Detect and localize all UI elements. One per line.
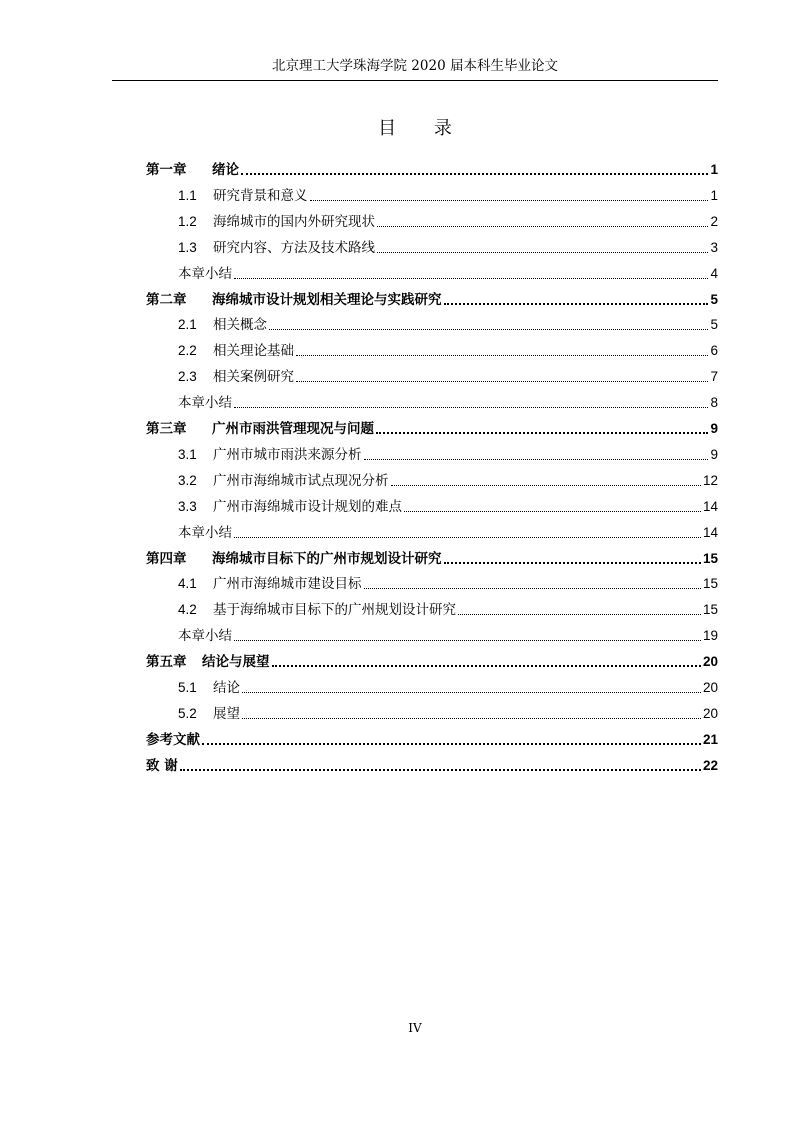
toc-dot-leader (241, 173, 708, 175)
toc-entry-text: 相关案例研究 (213, 369, 294, 386)
toc-entry-label (146, 678, 240, 698)
toc-entry-label (146, 600, 456, 620)
toc-entry-number: 第一章 (146, 162, 187, 177)
toc-entry-text: 相关概念 (213, 317, 267, 334)
toc-entry-page: 22 (702, 757, 718, 773)
toc-entry-page: 9 (710, 446, 718, 462)
toc-entry-page: 5 (710, 291, 718, 307)
toc-entry-text: 广州市海绵城市建设目标 (213, 576, 362, 593)
toc-entry-number: 第五章 (146, 654, 187, 670)
toc-entry-label (146, 445, 362, 465)
toc-entry-number: 2.1 (178, 317, 197, 333)
toc-entry-text: 结论 (213, 680, 240, 696)
toc-entry-number: 1.2 (178, 213, 197, 229)
toc-title: 目 录 (378, 118, 468, 139)
toc-entry-11[interactable] (146, 413, 718, 439)
toc-entry-label (146, 186, 308, 206)
toc-entry-number: 3.2 (178, 472, 197, 488)
toc-entry-number: 4.1 (178, 576, 197, 592)
toc-entry-text: 研究背景和意义 (213, 187, 308, 204)
toc-entry-2[interactable] (146, 180, 718, 206)
toc-entry-label (146, 393, 232, 413)
toc-entry-text: 本章小结 (178, 628, 232, 645)
toc-entry-number: 1.1 (178, 187, 197, 203)
toc-entry-page: 20 (702, 654, 718, 670)
toc-entry-page: 2 (710, 213, 718, 229)
toc-entry-label (146, 238, 375, 258)
toc-dot-leader (364, 588, 701, 589)
toc-entry-text: 参考文献 (146, 731, 200, 748)
toc-entry-4[interactable] (146, 232, 718, 258)
toc-dot-leader (272, 665, 701, 667)
toc-entry-number: 2.3 (178, 369, 197, 385)
toc-entry-number: 5.2 (178, 705, 197, 721)
toc-entry-label (146, 290, 442, 310)
toc-entry-label (146, 523, 232, 543)
toc-entry-20[interactable] (146, 646, 718, 672)
toc-dot-leader (404, 511, 701, 512)
toc-entry-text: 展望 (213, 705, 240, 722)
toc-entry-page: 15 (702, 602, 718, 618)
toc-entry-page: 5 (710, 317, 718, 333)
toc-entry-label (146, 730, 200, 750)
toc-entry-label (146, 471, 389, 491)
toc-entry-number: 2.2 (178, 343, 197, 359)
toc-dot-leader (444, 303, 709, 305)
toc-dot-leader (296, 355, 708, 356)
toc-entry-text: 广州市海绵城市设计规划的难点 (213, 498, 402, 515)
toc-entry-label (146, 264, 232, 284)
toc-entry-text: 绪论 (212, 162, 239, 178)
toc-entry-page: 6 (710, 343, 718, 359)
toc-entry-14[interactable] (146, 491, 718, 517)
toc-entry-text: 研究内容、方法及技术路线 (213, 239, 375, 256)
toc-entry-23[interactable] (146, 724, 718, 750)
toc-entry-label (146, 652, 270, 672)
toc-entry-19[interactable] (146, 620, 718, 646)
toc-entry-16[interactable] (146, 543, 718, 569)
toc-entry-text: 致 谢 (146, 757, 178, 774)
toc-entry-13[interactable] (146, 465, 718, 491)
toc-entry-9[interactable] (146, 361, 718, 387)
toc-dot-leader (458, 614, 701, 615)
toc-dot-leader (234, 640, 701, 641)
toc-entry-text: 海绵城市的国内外研究现状 (213, 213, 375, 230)
toc-entry-number: 第四章 (146, 550, 187, 566)
toc-entry-text: 本章小结 (178, 265, 232, 282)
toc-entry-label (146, 574, 362, 594)
toc-entry-label (146, 626, 232, 646)
toc-dot-leader (242, 718, 701, 719)
toc-entry-text: 基于海绵城市目标下的广州规划设计研究 (213, 602, 456, 619)
toc-entry-page: 3 (710, 239, 718, 255)
header-rule (112, 80, 718, 81)
toc-entry-text: 结论与展望 (202, 654, 270, 671)
toc-entry-page: 12 (702, 472, 718, 488)
toc-entry-page: 14 (702, 524, 718, 540)
toc-entry-18[interactable] (146, 594, 718, 620)
toc-entry-number: 4.2 (178, 602, 197, 618)
toc-entry-label (146, 704, 240, 724)
toc-entry-label (146, 160, 239, 180)
toc-entry-label (146, 549, 442, 569)
toc-entry-page: 7 (710, 369, 718, 385)
toc-entry-page: 14 (702, 498, 718, 514)
toc-dot-leader (234, 278, 708, 279)
toc-entry-label (146, 756, 178, 776)
toc-entry-text: 海绵城市目标下的广州市规划设计研究 (212, 550, 442, 567)
toc-entry-17[interactable] (146, 568, 718, 594)
toc-entry-text: 广州市雨洪管理现况与问题 (212, 421, 374, 437)
toc-dot-leader (234, 537, 701, 538)
toc-entry-number: 1.3 (178, 239, 197, 255)
toc-entry-number: 3.1 (178, 446, 197, 462)
toc-entry-label (146, 367, 294, 387)
toc-entry-number: 5.1 (178, 680, 197, 695)
toc-entry-label (146, 212, 375, 232)
toc-dot-leader (202, 743, 701, 745)
toc-entry-24[interactable] (146, 750, 718, 776)
toc-entry-page: 21 (702, 731, 718, 747)
toc-entry-page: 1 (710, 187, 718, 203)
toc-entry-3[interactable] (146, 206, 718, 232)
toc-dot-leader (391, 485, 701, 486)
toc-entry-number: 第二章 (146, 291, 187, 307)
toc-entry-1[interactable] (146, 154, 718, 180)
toc-entry-number: 3.3 (178, 498, 197, 514)
toc-entry-page: 4 (710, 265, 718, 281)
toc-entry-page: 1 (710, 162, 718, 177)
toc-dot-leader (364, 459, 709, 460)
toc-dot-leader (242, 692, 701, 693)
toc-dot-leader (269, 329, 708, 330)
toc-entry-text: 广州市城市雨洪来源分析 (213, 446, 362, 463)
toc-dot-leader (377, 252, 708, 253)
toc-entry-page: 15 (702, 550, 718, 566)
toc-entry-number: 第三章 (146, 421, 187, 436)
toc-entry-page: 20 (702, 705, 718, 721)
toc-entry-label (146, 341, 294, 361)
toc-entry-22[interactable] (146, 698, 718, 724)
toc-entry-page: 15 (702, 576, 718, 592)
toc-entry-10[interactable] (146, 387, 718, 413)
toc-entry-15[interactable] (146, 517, 718, 543)
toc-entry-6[interactable] (146, 284, 718, 310)
toc-entry-5[interactable] (146, 258, 718, 284)
toc-entry-text: 本章小结 (178, 395, 232, 412)
toc-entry-text: 本章小结 (178, 524, 232, 541)
toc-dot-leader (377, 226, 708, 227)
toc-entry-8[interactable] (146, 335, 718, 361)
toc-entry-7[interactable] (146, 309, 718, 335)
running-header: 北京理工大学珠海学院 2020 届本科生毕业论文 (272, 58, 558, 74)
toc-entry-page: 8 (710, 395, 718, 411)
toc-entry-text: 海绵城市设计规划相关理论与实践研究 (212, 291, 442, 308)
toc-entry-21[interactable] (146, 672, 718, 698)
toc-dot-leader (376, 432, 708, 434)
toc-dot-leader (180, 769, 701, 771)
toc-entry-page: 20 (702, 680, 718, 695)
page-number: IV (408, 1021, 422, 1035)
toc-entry-label (146, 419, 374, 439)
toc-entry-12[interactable] (146, 439, 718, 465)
toc-dot-leader (234, 407, 708, 408)
toc-dot-leader (310, 200, 709, 201)
toc-entry-page: 19 (702, 628, 718, 644)
toc-dot-leader (444, 562, 701, 564)
toc-entry-label (146, 315, 267, 335)
toc-dot-leader (296, 381, 708, 382)
toc-entry-label (146, 497, 402, 517)
toc-entry-page: 9 (710, 421, 718, 436)
toc-entry-text: 广州市海绵城市试点现况分析 (213, 472, 389, 489)
toc-entry-text: 相关理论基础 (213, 343, 294, 360)
